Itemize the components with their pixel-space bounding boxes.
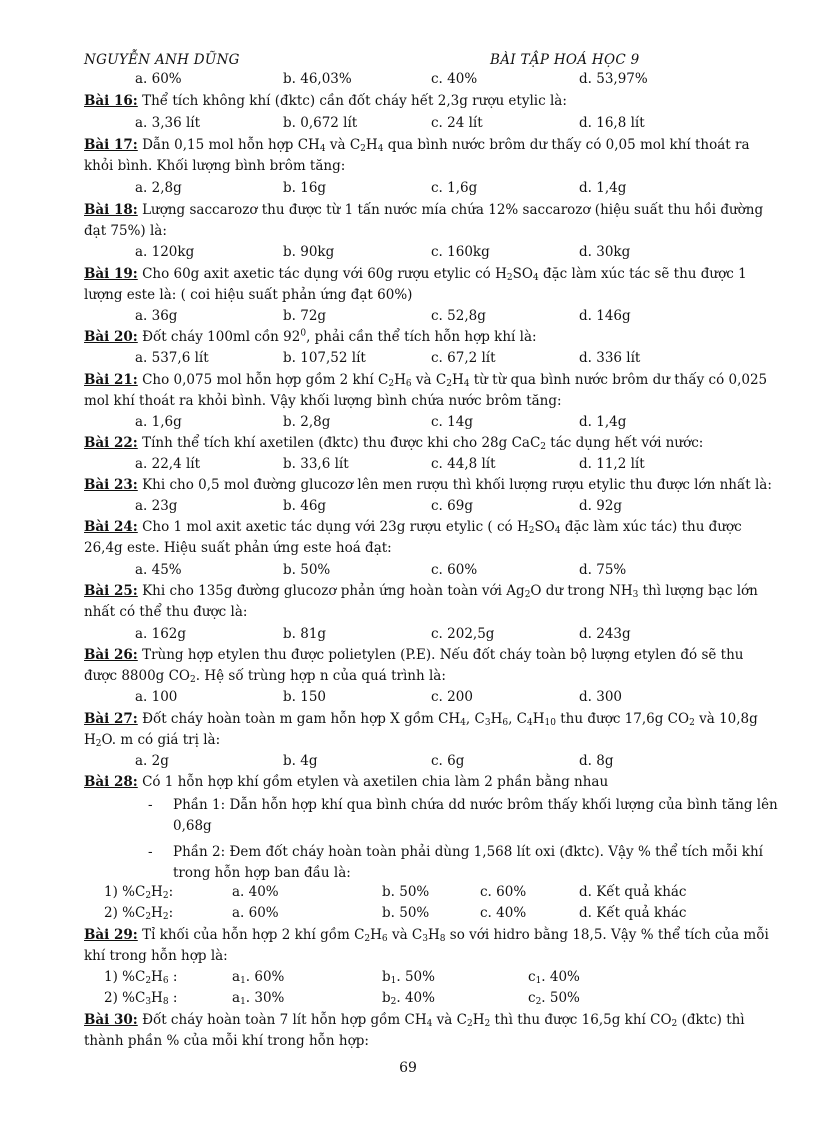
option-b: b. 81g — [283, 626, 327, 642]
question-16 — [84, 92, 784, 110]
question-30-line-2: thành phần % của mỗi khí trong hỗn hợp: — [84, 1033, 369, 1049]
option-a: a. 36g — [135, 308, 178, 324]
question-title: Bài 23: — [84, 477, 138, 493]
option-a: a. 23g — [135, 498, 178, 514]
question-title: Bài 21: — [84, 372, 138, 388]
question-title: Bài 29: — [84, 927, 138, 943]
option-c: c. 52,8g — [431, 308, 486, 324]
option-d: d. 30kg — [579, 244, 631, 260]
option-a: a. 1,6g — [135, 414, 182, 430]
option-a: a. 3,36 lít — [135, 115, 201, 131]
option-d: d. 8g — [579, 753, 614, 769]
question-title: Bài 24: — [84, 519, 138, 535]
sub-question-2: 2) $\%C_3H_8$ : — [104, 990, 178, 1007]
option-b: b. 50% — [283, 562, 331, 578]
header-book-title: BÀI TẬP HOÁ HỌC 9 — [490, 52, 640, 68]
option-c: c. 44,8 lít — [431, 456, 496, 472]
question-29: Bài 29: Tỉ khối của hỗn hợp 2 khí gồm $C_2H_6$ và $C_3H_8$ so với hidro bằng 18,5. Vậy % thể tích của mỗi — [84, 927, 769, 944]
option-a: a. 100 — [135, 689, 178, 705]
question-17-line-2: khỏi bình. Khối lượng bình brôm tăng: — [84, 158, 346, 174]
question-title: Bài 16: — [84, 93, 138, 109]
option-c: c. 202,5g — [431, 626, 495, 642]
option-d: d. 92g — [579, 498, 623, 514]
option-c: c. 6g — [431, 753, 465, 769]
option-d: d. 336 lít — [579, 350, 641, 366]
option-b: b. 16g — [283, 180, 327, 196]
option-c: c. 60% — [431, 562, 478, 578]
option-b: b. 46,03% — [283, 71, 352, 87]
option-b: b. 50% — [382, 905, 430, 921]
question-27-line-2: $H_2O$. m có giá trị là: — [84, 732, 221, 749]
question-26-line-2: được 8800g $CO_2$. Hệ số trùng hợp n của quá trình là: — [84, 668, 446, 685]
part-2-line-1: Phần 2: Đem đốt cháy hoàn toàn phải dùng 1,568 lít oxi (đktc). Vậy % thể tích mỗi khí — [173, 844, 763, 860]
option-c: c. 40% — [431, 71, 478, 87]
question-30: Bài 30: Đốt cháy hoàn toàn 7 lít hỗn hợp gồm $CH_4$ và $C_2H_2$ thì thu được 16,5g khí $CO_2$ (đktc) thì — [84, 1012, 745, 1029]
option-d: d. Kết quả khác — [579, 905, 687, 921]
option-a: $a_1$. 60% — [232, 969, 285, 986]
question-24: Bài 24: Cho 1 mol axit axetic tác dụng với 23g rượu etylic ( có $H_2SO_4$ đặc làm xúc tác) thu được — [84, 519, 742, 536]
bullet-dash: - — [148, 797, 153, 813]
option-c: $c_1$. 40% — [528, 969, 580, 986]
question-27: Bài 27: Đốt cháy hoàn toàn m gam hỗn hợp X gồm $CH_4$, $C_3H_6$, $C_4H_{10}$ thu được 17,6g $CO_2$ và 10,8g — [84, 711, 758, 728]
option-a: a. 22,4 lít — [135, 456, 201, 472]
option-d: d. 53,97% — [579, 71, 648, 87]
option-b: b. 0,672 lít — [283, 115, 358, 131]
option-d: d. 11,2 lít — [579, 456, 645, 472]
page-number: 69 — [399, 1060, 417, 1076]
option-d: d. 1,4g — [579, 414, 627, 430]
part-2-line-2: trong hỗn hợp ban đầu là: — [173, 865, 351, 881]
option-a: a. 2g — [135, 753, 169, 769]
question-title: Bài 25: — [84, 583, 138, 599]
option-c: c. 1,6g — [431, 180, 478, 196]
option-c: c. 69g — [431, 498, 473, 514]
question-17: Bài 17: Dẫn 0,15 mol hỗn hợp $CH_4$ và $C_2H_4$ qua bình nước brôm dư thấy có 0,05 mol khí thoát ra — [84, 137, 750, 154]
question-21-line-2: mol khí thoát ra khỏi bình. Vậy khối lượng bình chứa nước brôm tăng: — [84, 393, 562, 409]
question-28: Bài 28: Có 1 hỗn hợp khí gồm etylen và axetilen chia làm 2 phần bằng nhau — [84, 774, 609, 790]
question-title: Bài 28: — [84, 774, 138, 790]
option-c: c. 14g — [431, 414, 473, 430]
option-b: b. 72g — [283, 308, 327, 324]
option-c: c. 60% — [480, 884, 527, 900]
option-d: d. 75% — [579, 562, 627, 578]
option-a: a. 2,8g — [135, 180, 182, 196]
option-d: d. 300 — [579, 689, 622, 705]
question-26: Bài 26: Trùng hợp etylen thu được polietylen (P.E). Nếu đốt cháy toàn bộ lượng etylen đó sẽ thu — [84, 647, 744, 663]
option-b: b. 50% — [382, 884, 430, 900]
question-19-line-2: lượng este là: ( coi hiệu suất phản ứng đạt 60%) — [84, 287, 413, 303]
option-c: c. 24 lít — [431, 115, 483, 131]
question-20: Bài 20: Đốt cháy 100ml cồn $92^0$, phải cần thể tích hỗn hợp khí là: — [84, 328, 537, 345]
question-23: Bài 23: Khi cho 0,5 mol đường glucozơ lên men rượu thì khối lượng rượu etylic thu được lớn nhất là: — [84, 477, 772, 493]
option-d: d. 243g — [579, 626, 631, 642]
part-1-line-2: 0,68g — [173, 818, 212, 834]
option-b: b. 33,6 lít — [283, 456, 349, 472]
option-b: b. 150 — [283, 689, 326, 705]
option-c: c. 160kg — [431, 244, 490, 260]
sub-question-1: 1) $\%C_2H_2$: — [104, 884, 174, 901]
question-title: Bài 18: — [84, 202, 138, 218]
option-a: a. 120kg — [135, 244, 195, 260]
question-title: Bài 30: — [84, 1012, 138, 1028]
option-d: d. 1,4g — [579, 180, 627, 196]
option-a: $a_1$. 30% — [232, 990, 285, 1007]
option-a: a. 45% — [135, 562, 182, 578]
question-24-line-2: 26,4g este. Hiệu suất phản ứng este hoá đạt: — [84, 540, 392, 556]
option-d: d. Kết quả khác — [579, 884, 687, 900]
option-a: a. 60% — [135, 71, 182, 87]
option-d: d. 146g — [579, 308, 631, 324]
option-b: b. 107,52 lít — [283, 350, 366, 366]
question-21: Bài 21: Cho 0,075 mol hỗn hợp gồm 2 khí $C_2H_6$ và $C_2H_4$ từ từ qua bình nước brôm dư thấy có 0,025 — [84, 372, 768, 389]
header-author: NGUYỄN ANH DŨNG — [84, 52, 240, 68]
question-title: Bài 17: — [84, 137, 138, 153]
sub-question-1: 1) $\%C_2H_6$ : — [104, 969, 178, 986]
option-a: a. 537,6 lít — [135, 350, 209, 366]
question-title: Bài 19: — [84, 266, 138, 282]
option-a: a. 60% — [232, 905, 279, 921]
question-22: Bài 22: Tính thể tích khí axetilen (đktc) thu được khi cho 28g CaC$_2$ tác dụng hết với nước: — [84, 435, 704, 452]
option-b: b. 2,8g — [283, 414, 331, 430]
option-b: $b_1$. 50% — [382, 969, 435, 986]
option-c: c. 40% — [480, 905, 527, 921]
question-text: Thể tích không khí (đktc) cần đốt cháy hết 2,3g rượu etylic là: — [142, 93, 567, 109]
bullet-dash: - — [148, 844, 153, 860]
question-29-line-2: khí trong hỗn hợp là: — [84, 948, 228, 964]
option-c: c. 200 — [431, 689, 473, 705]
question-25: Bài 25: Khi cho 135g đường glucozơ phản ứng hoàn toàn với $Ag_2O$ dư trong $NH_3$ thì lượng bạc lớn — [84, 583, 758, 600]
part-1-line-1: Phần 1: Dẫn hỗn hợp khí qua bình chứa dd nước brôm thấy khối lượng của bình tăng lên — [173, 797, 778, 813]
option-a: a. 40% — [232, 884, 279, 900]
question-title: Bài 20: — [84, 329, 138, 345]
question-18: Bài 18: Lượng saccarozơ thu được từ 1 tấn nước mía chứa 12% saccarozơ (hiệu suất thu hồi đường — [84, 202, 764, 218]
question-title: Bài 26: — [84, 647, 138, 663]
option-b: $b_2$. 40% — [382, 990, 435, 1007]
option-b: b. 46g — [283, 498, 327, 514]
question-title: Bài 22: — [84, 435, 138, 451]
option-c: $c_2$. 50% — [528, 990, 580, 1007]
question-18-line-2: đạt 75%) là: — [84, 223, 167, 239]
option-d: d. 16,8 lít — [579, 115, 645, 131]
sub-question-2: 2) $\%C_2H_2$: — [104, 905, 174, 922]
question-19: Bài 19: Cho 60g axit axetic tác dụng với 60g rượu etylic có $H_2SO_4$ đặc làm xúc tác sẽ thu được 1 — [84, 266, 747, 283]
option-b: b. 4g — [283, 753, 318, 769]
option-c: c. 67,2 lít — [431, 350, 496, 366]
question-25-line-2: nhất có thể thu được là: — [84, 604, 248, 620]
question-title: Bài 27: — [84, 711, 138, 727]
option-b: b. 90kg — [283, 244, 335, 260]
option-a: a. 162g — [135, 626, 187, 642]
